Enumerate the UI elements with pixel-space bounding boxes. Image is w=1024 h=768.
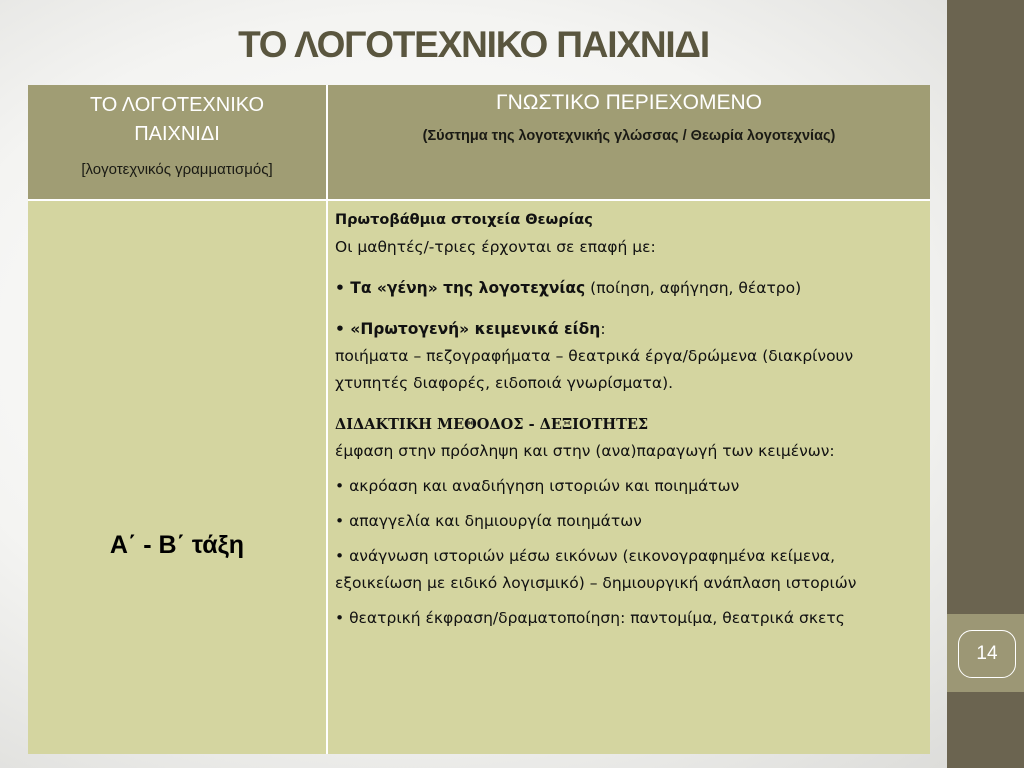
header-right-title: ΓΝΩΣΤΙΚΟ ΠΕΡΙΕΧΟΜΕΝΟ (496, 91, 762, 114)
primary-rest: : (600, 320, 606, 338)
genres-item (335, 275, 925, 302)
skill-item-1: • ακρόαση και αναδιήγηση ιστοριών και ποιημάτων (335, 477, 740, 495)
page-number: 14 (958, 630, 1016, 678)
intro-text: Οι μαθητές/-τριες έρχονται σε επαφή με: (335, 238, 656, 256)
primary-item (335, 316, 925, 343)
method-intro: έμφαση στην πρόσληψη και στην (ανα)παραγωγή των κειμένων: (335, 442, 835, 460)
curriculum-table (28, 85, 930, 754)
slide-title: ΤΟ ΛΟΓΟΤΕΧΝΙΚΟ ΠΑΙΧΝΙΔΙ (238, 24, 709, 65)
header-left-title (28, 91, 326, 149)
header-right-subtitle: (Σύστημα της λογοτεχνικής γλώσσας / Θεωρία λογοτεχνίας) (422, 128, 836, 144)
grade-label: Α΄ - Β΄ τάξη (109, 531, 245, 559)
header-left-line1: ΤΟ ΛΟΓΟΤΕΧΝΙΚΟ (89, 94, 265, 116)
header-left-note: [λογοτεχνικός γραμματισμός] (81, 161, 273, 178)
header-cell-left (28, 85, 326, 199)
primary-bold: • «Πρωτογενή» κειμενικά είδη (335, 320, 601, 338)
header-cell-right (328, 85, 930, 199)
primary-detail: ποιήματα – πεζογραφήματα – θεατρικά έργα/δρώμενα (διακρίνουν χτυπητές διαφορές, ειδοποιά γνωρίσματα). (335, 347, 854, 392)
skill-item-2: • απαγγελία και δημιουργία ποιημάτων (335, 512, 642, 530)
theory-heading: Πρωτοβάθμια στοιχεία Θεωρίας (335, 212, 593, 228)
content-body (335, 207, 925, 632)
genres-bold: • Τα «γένη» της λογοτεχνίας (335, 279, 586, 297)
grade-cell (28, 201, 326, 754)
method-heading: ΔΙΔΑΚΤΙΚΗ ΜΕΘΟΔΟΣ - ΔΕΞΙΟΤΗΤΕΣ (335, 416, 649, 433)
content-cell (328, 201, 930, 754)
skill-item-4: • θεατρική έκφραση/δραματοποίηση: παντομίμα, θεατρικά σκετς (335, 609, 845, 627)
genres-rest: (ποίηση, αφήγηση, θέατρο) (585, 279, 802, 297)
skill-item-3: • ανάγνωση ιστοριών μέσω εικόνων (εικονογραφημένα κείμενα, εξοικείωση με ειδικό λογισμικό) – δημιουργική ανάπλαση ιστοριών (335, 547, 857, 592)
header-left-line2: ΠΑΙΧΝΙΔΙ (134, 123, 220, 145)
